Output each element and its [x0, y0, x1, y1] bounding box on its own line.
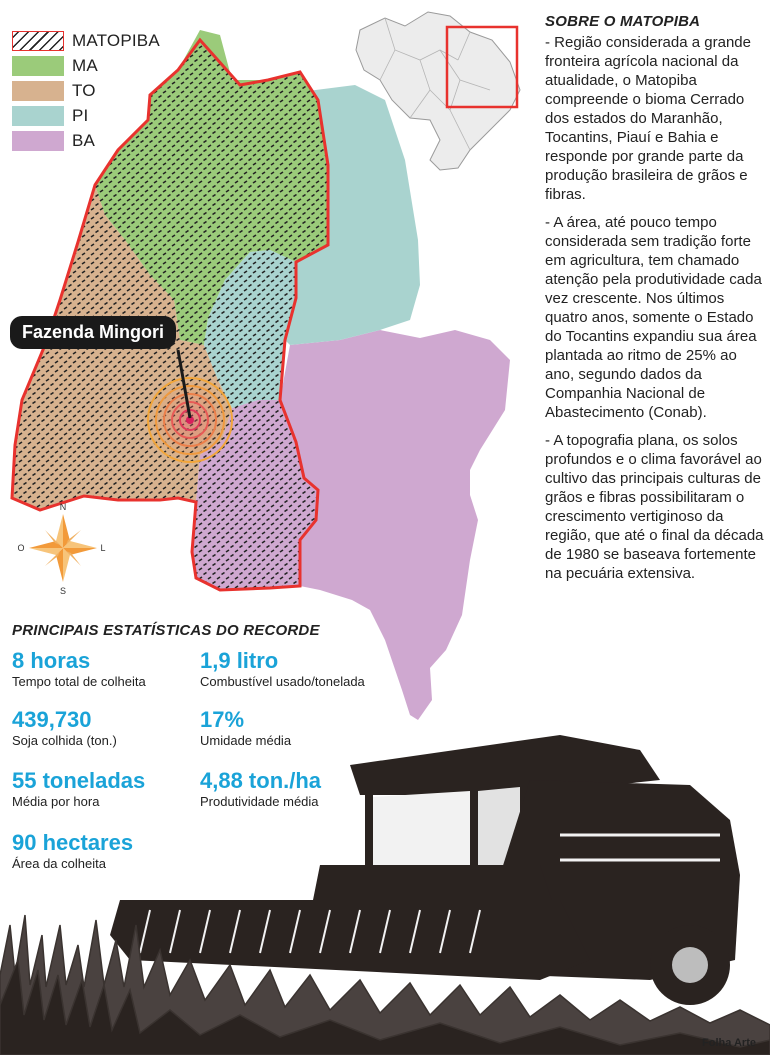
stat-label: Produtividade média: [200, 794, 319, 809]
info-paragraph: - A topografia plana, os solos profundos e o clima favorável ao cultivo das principais culturas de grãos e fibras possibilitaram o crescimento vertiginoso da região, que até o final da década de 1980 se baseava fortemente na pecuária extensiva.: [545, 432, 764, 582]
stat-value: 90 hectares: [12, 830, 134, 855]
compass-n: N: [59, 502, 67, 512]
legend-swatch-pi: [12, 106, 64, 126]
compass-s: S: [59, 586, 67, 596]
legend-swatch-matopiba: [12, 31, 64, 51]
stat-value: 55 toneladas: [12, 768, 146, 793]
stat-fuel: [200, 648, 365, 690]
map-legend: [12, 28, 160, 153]
compass-rose: [17, 502, 105, 596]
legend-item-to: [12, 78, 160, 103]
info-title: SOBRE O MATOPIBA: [545, 13, 701, 30]
legend-label: PI: [72, 105, 89, 125]
legend-item-pi: [12, 103, 160, 128]
legend-swatch-ba: [12, 131, 64, 151]
stat-label: Umidade média: [200, 733, 292, 748]
stat-value: 17%: [200, 707, 245, 732]
stat-value: 4,88 ton./ha: [200, 768, 322, 793]
credit: Folha Arte: [702, 1037, 756, 1049]
stat-harvest-time: [12, 648, 146, 690]
compass-e: L: [100, 543, 106, 553]
combine-harvester-illustration: [0, 725, 770, 1055]
legend-label: TO: [72, 80, 96, 100]
info-panel: [545, 12, 767, 592]
farm-callout: Fazenda Mingori: [10, 316, 176, 349]
stat-value: 439,730: [12, 707, 92, 732]
legend-label: MATOPIBA: [72, 30, 160, 50]
stat-value: 1,9 litro: [200, 648, 279, 673]
legend-item-ba: [12, 128, 160, 153]
stat-label: Combustível usado/tonelada: [200, 674, 365, 689]
info-paragraph: - A área, até pouco tempo considerada sem tradição forte em agricultura, tem chamado atenção pela produtividade cada vez crescente. Nos últimos quatro anos, somente o Estado do Tocantins expandiu sua área plantada ao ritmo de 25% ao ano, segundo dados da Companhia Nacional de Abastecimento (Conab).: [545, 214, 762, 421]
stat-label: Soja colhida (ton.): [12, 733, 117, 748]
stat-label: Média por hora: [12, 794, 100, 809]
stat-value: 8 horas: [12, 648, 91, 673]
legend-swatch-to: [12, 81, 64, 101]
combine-harvester: [110, 735, 740, 1005]
compass-w: O: [17, 543, 25, 553]
legend-item-ma: [12, 53, 160, 78]
stat-label: Tempo total de colheita: [12, 674, 146, 689]
legend-label: MA: [72, 55, 98, 75]
legend-label: BA: [72, 130, 96, 150]
stats-title: PRINCIPAIS ESTATÍSTICAS DO RECORDE: [12, 622, 320, 639]
legend-swatch-ma: [12, 56, 64, 76]
stat-label: Área da colheita: [12, 856, 106, 871]
info-paragraph: - Região considerada a grande fronteira agrícola nacional da atualidade, o Matopiba compreende o bioma Cerrado dos estados do Maranhão, Tocantins, Piauí e Bahia e responde por grande parte da produção brasileira de grãos e fibras.: [545, 34, 751, 203]
legend-item-matopiba: [12, 28, 160, 53]
